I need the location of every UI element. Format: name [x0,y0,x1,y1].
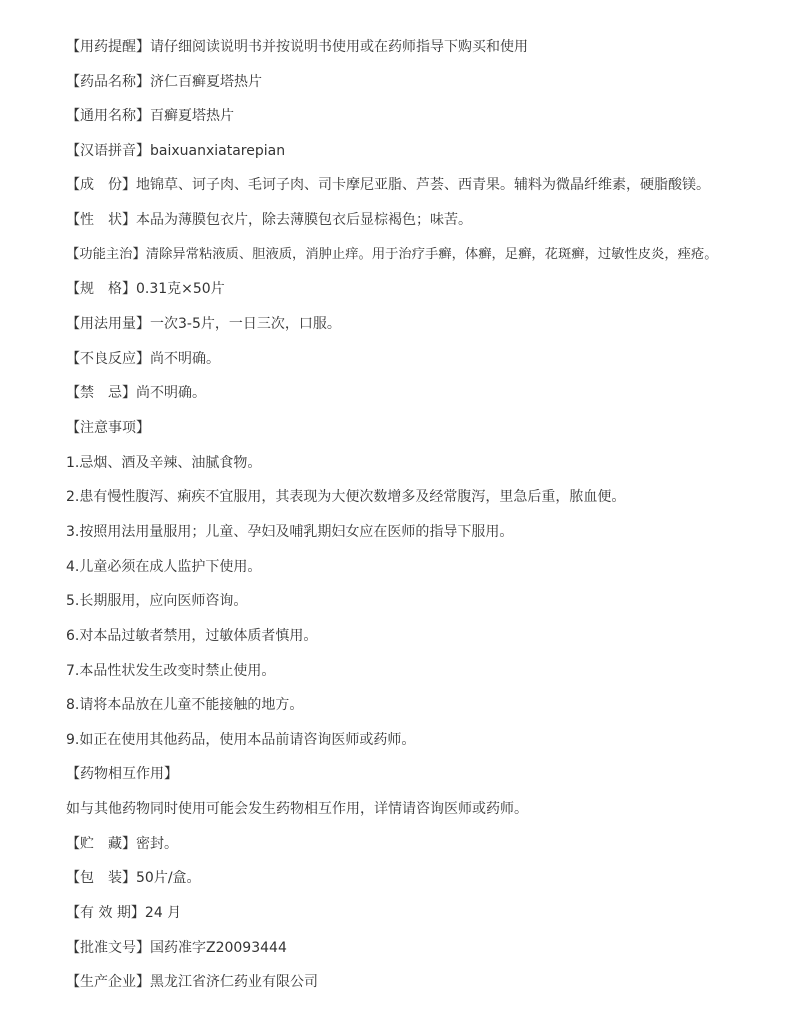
ingredients-value: 地锦草、诃子肉、毛诃子肉、司卡摩尼亚脂、芦荟、西青果。辅料为微晶纤维素，硬脂酸镁。 [136,177,710,193]
specification-value: 0.31克×50片 [136,281,225,297]
precaution-item: 2.患有慢性腹泻、痢疾不宜服用，其表现为大便次数增多及经常腹泻，里急后重，脓血便。 [66,489,626,505]
usage-reminder-label: 【用药提醒】 [66,39,150,55]
precaution-item: 6.对本品过敏者禁用，过敏体质者慎用。 [66,628,318,644]
generic-name-value: 百癣夏塔热片 [150,108,234,124]
validity-value: 24 月 [144,905,182,921]
indications-value: 清除异常粘液质、胆液质，消肿止痒。用于治疗手癣，体癣，足癣，花斑癣，过敏性皮炎，痤疮。 [145,247,718,262]
approval-number-value: 国药准字Z20093444 [150,940,287,956]
approval-number-line [66,938,287,958]
generic-name-label: 【通用名称】 [66,108,150,124]
adverse-reactions-value: 尚不明确。 [150,351,220,367]
interactions-label: 【药物相互作用】 [66,766,178,782]
pinyin-line [66,141,285,161]
pinyin-value: baixuanxiatarepian [150,143,286,159]
storage-line [66,834,178,854]
interactions-heading [66,764,178,784]
validity-label: 【有 效 期】 [66,905,145,921]
validity-line [66,903,181,923]
specification-line [66,279,225,299]
generic-name-line [66,106,234,126]
manufacturer-line [66,972,318,992]
usage-reminder-value: 请仔细阅读说明书并按说明书使用或在药师指导下购买和使用 [150,39,528,55]
precaution-item: 5.长期服用，应向医师咨询。 [66,593,248,609]
adverse-reactions-label: 【不良反应】 [66,351,150,367]
precaution-item: 1.忌烟、酒及辛辣、油腻食物。 [66,455,262,471]
contraindications-value: 尚不明确。 [136,385,206,401]
indications-label: 【功能主治】 [66,247,146,262]
precaution-item: 7.本品性状发生改变时禁止使用。 [66,663,276,679]
storage-label: 【贮 藏】 [66,836,136,852]
properties-line [66,210,472,230]
ingredients-line [66,175,710,195]
contraindications-line [66,383,206,403]
approval-number-label: 【批准文号】 [66,940,150,956]
manufacturer-value: 黑龙江省济仁药业有限公司 [150,974,318,990]
contraindications-label: 【禁 忌】 [66,385,136,401]
dosage-value: 一次3-5片，一日三次，口服。 [150,316,341,332]
precaution-item: 3.按照用法用量服用；儿童、孕妇及哺乳期妇女应在医师的指导下服用。 [66,524,514,540]
properties-value: 本品为薄膜包衣片，除去薄膜包衣后显棕褐色；味苦。 [136,212,472,228]
dosage-line [66,314,341,334]
manufacturer-label: 【生产企业】 [66,974,150,990]
specification-label: 【规 格】 [66,281,136,297]
drug-name-label: 【药品名称】 [66,74,150,90]
precautions-heading [66,418,150,438]
precaution-item: 8.请将本品放在儿童不能接触的地方。 [66,697,304,713]
drug-name-value: 济仁百癣夏塔热片 [150,74,262,90]
packaging-line [66,868,201,888]
precaution-item: 4.儿童必须在成人监护下使用。 [66,559,262,575]
dosage-label: 【用法用量】 [66,316,150,332]
precaution-item: 9.如正在使用其他药品，使用本品前请咨询医师或药师。 [66,732,416,748]
packaging-value: 50片/盒。 [136,870,201,886]
interactions-text: 如与其他药物同时使用可能会发生药物相互作用，详情请咨询医师或药师。 [66,801,528,817]
indications-line [66,245,718,265]
storage-value: 密封。 [136,836,178,852]
packaging-label: 【包 装】 [66,870,136,886]
precautions-label: 【注意事项】 [66,420,150,436]
adverse-reactions-line [66,349,220,369]
usage-reminder-line [66,37,528,57]
ingredients-label: 【成 份】 [66,177,136,193]
properties-label: 【性 状】 [66,212,136,228]
drug-name-line [66,72,262,92]
pinyin-label: 【汉语拼音】 [66,143,150,159]
